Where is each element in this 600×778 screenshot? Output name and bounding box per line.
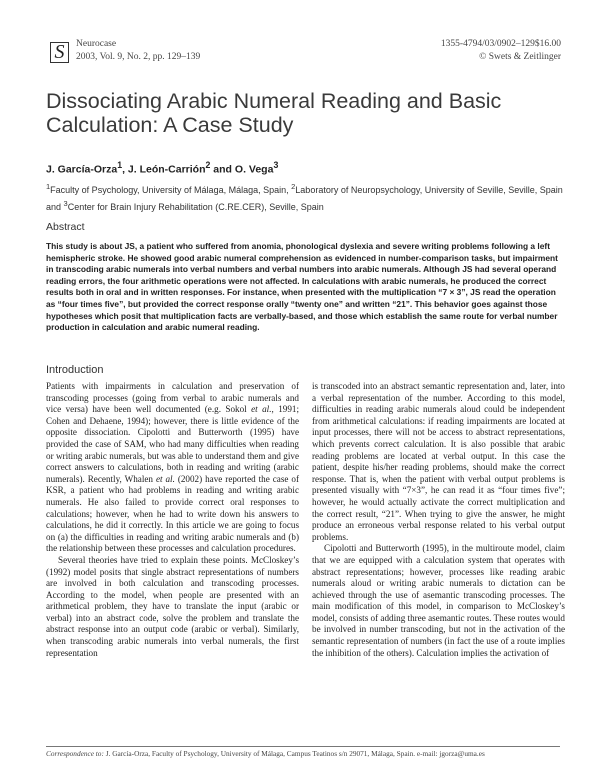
affiliations [46,180,566,214]
et-al-italic: et al. [251,404,272,415]
paragraph-text: Patients with impairments in calculation and preservation of transcoding processes (going from verbal to arabic numerals and vice versa) have been well documented (e.g. Sokol [46,381,299,415]
body-paragraph [46,381,299,555]
author-name: J. García-Orza [46,163,118,176]
paragraph-text: (2002) have reported the case of KSR, a patient who had problems in reading and writing arabic numerals. He also failed to provide correct oral responses to calculations; however, when he had to write down his answers to calculations, he did it correctly. In this article we are going to focus on (a) the difficulties in reading and writing arabic numerals and (b) the relationship between these processes and calculation procedures. [46,473,299,554]
author-affil-marker: 2 [205,160,211,170]
text-column-right [312,381,565,659]
author-affil-marker: 3 [273,160,279,170]
author-list [46,160,278,176]
journal-logo-letter: S [54,41,65,63]
abstract-heading: Abstract [46,221,85,233]
affil-marker: 2 [291,182,296,191]
publisher: © Swets & Zeitlinger [479,51,561,62]
text-column-left [46,381,299,659]
affiliation-text: Faculty of Psychology, University of Málaga, Málaga, Spain, [50,185,292,195]
author-name: J. León-Carrión [127,163,206,176]
affil-marker: 1 [46,182,51,191]
journal-name: Neurocase [76,39,117,49]
affiliation-text: Center for Brain Injury Rehabilitation (C.RE.CER), Seville, Spain [67,202,324,212]
affil-marker: 3 [63,199,68,208]
author-separator: and [210,163,235,176]
author-name: O. Vega [234,163,274,176]
correspondence-note [46,749,485,758]
paragraph-text: , 1991; Cohen and Dehaene, 1994); however, there is little evidence of the opposite dissociation. Cipolotti and Butterworth (1995) have provided the case of SAM, who had many difficulties when reading or writing arabic numerals, but was able to understand them and give correct answers to calculations, both in reading and writing (arabic numerals). Recently, Whalen [46,404,299,484]
body-paragraph: is transcoded into an abstract semantic representation and, later, into a verbal representation of the number. According to this model, difficulties in reading arabic numerals aloud could be independent from arithmetical calculations: if reading impairments are located at input processes, there will not be access to abstract representations, which prevents correct calculation. It is also possible that arabic reading problems are located at verbal output. In this case the patient, despite his/her reading problems, should make the correct response. That is, when the patient with verbal output problems is presented visually with “7×3”, he can read it as “four times five”; however, he would actually activate the correct multiplication and the correct result, “21”. When trying to give the answer, he might produce an erroneous verbal response related to his verbal output problems. [312,381,565,542]
abstract-text: This study is about JS, a patient who suffered from anomia, phonological dyslexia and severe writing problems following a left hemispheric stroke. He showed good arabic numeral comprehension as evidenced in number-comparison tasks, but impairment in transcoding arabic numerals into verbal numbers and verbal numbers into arabic numerals. Although JS had several operand reading errors, the four arithmetic operations were not affected. In calculations with arabic numerals, he produced the correct results both in oral and in written responses. For instance, when presented with the multiplication “7 × 3”, JS read the operation as “four times five”, but provided the correct response orally “twenty one” and written “21”. This behavior goes against those hypotheses which posit that multiplication facts are verbally-based, and those which establish the same route for verbal number production in calculation and arabic numeral reading. [46,241,558,333]
author-affil-marker: 1 [117,160,123,170]
correspondence-label: Correspondence to: [46,749,104,758]
article-title: Dissociating Arabic Numeral Reading and Basic Calculation: A Case Study [46,89,502,137]
section-heading-introduction: Introduction [46,364,104,376]
author-separator: , [122,163,128,176]
footnote-divider [46,746,560,747]
et-al-italic: et al. [155,473,175,484]
body-paragraph: Several theories have tried to explain these points. McCloskey’s (1992) model posits that single abstract representations of numbers are involved in both calculation and transcoding processes. According to the model, when people are presented with an arithmetical problem, they have to translate the input (arabic or verbal) into an abstract code, solve the problem and translate the abstract response into an output code (arabic or verbal). Similarly, when transcoding arabic numerals into verbal numerals, the first representation [46,554,299,658]
issn-code: 1355-4794/03/0902–129$16.00 [440,39,561,49]
body-paragraph: Cipolotti and Butterworth (1995), in the multiroute model, claim that we are equipped with a calculation system that operates with abstract representations; however, processes like reading arabic numerals aloud or writing arabic numerals to dictation can be achieved through the use of asemantic transcoding processes. The main modification of this model, in comparison to McCloskey’s model, consists of adding three asemantic routes. These routes would be involved in number transcoding, but not in the activation of the semantic representation of numbers (in fact the use of a route implies the inhibition of the others). Calculation implies the activation of [312,543,565,658]
journal-info [76,38,200,63]
affiliation-text: Laboratory of Neuropsychology, University of Seville, Seville, Spain and [46,185,563,212]
publication-info [441,38,561,63]
journal-logo [50,42,69,63]
journal-citation: 2003, Vol. 9, No. 2, pp. 129–139 [76,51,201,62]
correspondence-text: J. García-Orza, Faculty of Psychology, University of Málaga, Campus Teatinos s/n 29071, Málaga, Spain. e-mail: jgorza@uma.es [103,749,485,758]
